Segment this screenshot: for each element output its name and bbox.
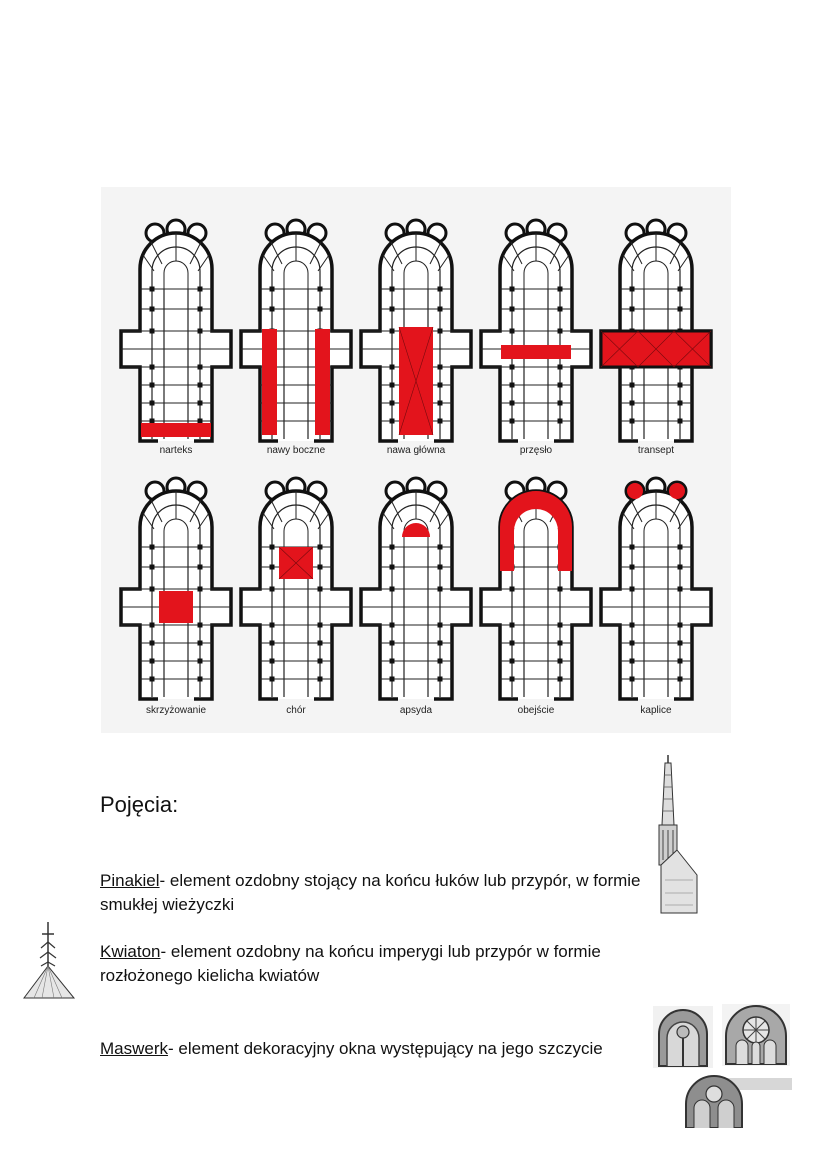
plan-aisles: [241, 220, 351, 441]
plan-apse: [361, 478, 471, 699]
plan-bay: [481, 220, 591, 441]
section-heading: Pojęcia:: [100, 792, 179, 817]
church-plans-diagram: [101, 187, 731, 733]
finial-drawing-icon: [22, 920, 77, 1000]
term-maswerk: [100, 1037, 660, 1061]
highlight-narthex: [141, 423, 211, 437]
highlight-aisle-right: [315, 329, 330, 435]
tracery-window-photo-icon: [653, 1006, 713, 1068]
pinnacle-drawing-icon: [655, 755, 700, 915]
tracery-rose-window-photo-icon: [722, 1004, 790, 1066]
plan-label: chór: [286, 705, 306, 716]
plan-ambulatory: [481, 478, 591, 699]
highlight-aisle-left: [262, 329, 277, 435]
term-definition: - element ozdobny na końcu imperygi lub przypór w formie rozłożonego kielicha kwiatów: [100, 942, 601, 985]
plan-chapels: [601, 478, 711, 699]
highlight-chapel: [627, 483, 643, 499]
plan-nave: [361, 220, 471, 441]
plan-label: kaplice: [640, 705, 672, 716]
plan-label: przęsło: [519, 445, 553, 456]
term-kwiaton: [100, 940, 660, 988]
tracery-arch-photo-icon: [682, 1074, 792, 1128]
plan-narthex: [121, 220, 231, 441]
highlight-chapel: [669, 483, 685, 499]
plan-crossing: [121, 478, 231, 699]
plan-label: obejście: [517, 705, 555, 716]
term-name: Pinakiel: [100, 871, 160, 890]
plan-label: apsyda: [399, 705, 433, 716]
term-definition: - element ozdobny stojący na końcu łuków lub przypór, w formie smukłej wieżyczki: [100, 871, 641, 914]
plan-label: transept: [637, 445, 675, 456]
plan-label: narteks: [159, 445, 193, 456]
plan-transept: [601, 220, 711, 441]
highlight-bay: [501, 345, 571, 359]
plan-label: nawa główna: [386, 445, 446, 456]
plan-choir: [241, 478, 351, 699]
term-name: Kwiaton: [100, 942, 161, 961]
plan-label: skrzyżowanie: [145, 705, 207, 716]
term-name: Maswerk: [100, 1039, 169, 1058]
term-pinakiel: [100, 869, 660, 917]
term-definition: - element dekoracyjny okna występujący na jego szczycie: [168, 1039, 603, 1058]
plan-label: nawy boczne: [266, 445, 326, 456]
highlight-crossing: [159, 591, 193, 623]
